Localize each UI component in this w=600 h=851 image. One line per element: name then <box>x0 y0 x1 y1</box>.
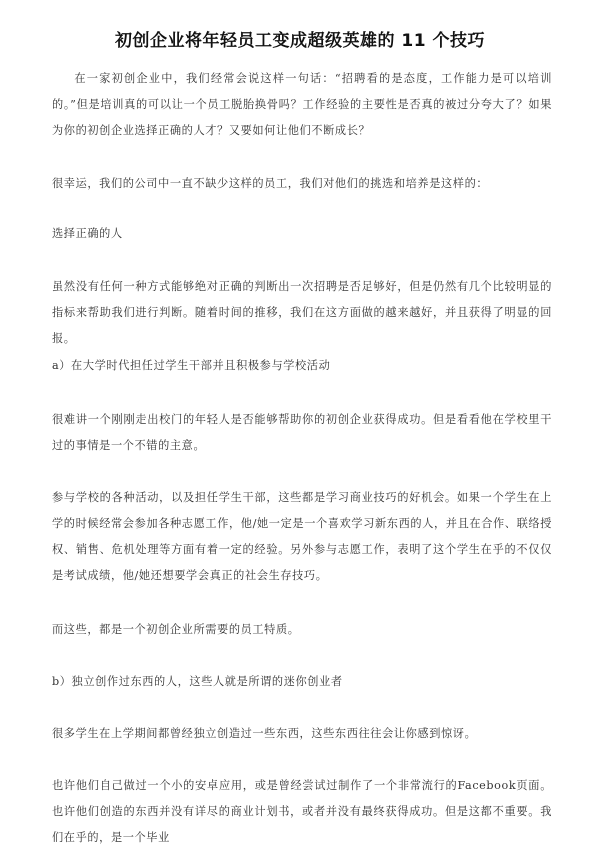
subheading-b-mini-entrepreneur: b）独立创作过东西的人，这些人就是所谓的迷你创业者 <box>52 675 343 688</box>
paragraph-students-created: 很多学生在上学期间都曾经独立创造过一些东西，这些东西往往会让你感到惊讶。 <box>52 727 477 740</box>
paragraph-hard-to-tell: 很难讲一个刚刚走出校门的年轻人是否能够帮助你的初创企业获得成功。但是看看他在学校里干过的事情是一个不错的主意。 <box>52 413 552 452</box>
paragraph-android-app: 也许他们自己做过一个小的安卓应用，或是曾经尝试过制作了一个非常流行的Facebook页面。也许他们创造的东西并没有详尽的商业计划书，或者并没有最终获得成功。但是这都不重要。我们在乎的，是一个毕业 <box>52 779 552 844</box>
subheading-a-student-leader: a）在大学时代担任过学生干部并且积极参与学校活动 <box>52 359 331 372</box>
document-title: 初创企业将年轻员工变成超级英雄的 11 个技巧 <box>115 31 485 51</box>
section-heading-choose-people: 选择正确的人 <box>52 227 123 240</box>
paragraph-startup-traits: 而这些，都是一个初创企业所需要的员工特质。 <box>52 623 300 636</box>
paragraph-intro: 在一家初创企业中，我们经常会说这样一句话：“招聘看的是态度，工作能力是可以培训的。”但是培训真的可以让一个员工脱胎换骨吗？工作经验的主要性是否真的被过分夸大了？如果为你的初创企业选择正确的人才？又要如何让他们不断成长？ <box>52 72 552 137</box>
paragraph-fortunate: 很幸运，我们的公司中一直不缺少这样的员工，我们对他们的挑选和培养是这样的： <box>52 177 489 190</box>
paragraph-school-activities: 参与学校的各种活动，以及担任学生干部，这些都是学习商业技巧的好机会。如果一个学生在上学的时候经常会参加各种志愿工作，他/她一定是一个喜欢学习新东西的人，并且在合作、联络授权、销售、危机处理等方面有着一定的经验。另外参与志愿工作，表明了这个学生在乎的不仅仅是考试成绩，他/她还想要学会真正的社会生存技巧。 <box>52 491 552 582</box>
paragraph-indicators: 虽然没有任何一种方式能够绝对正确的判断出一次招聘是否足够好，但是仍然有几个比较明显的指标来帮助我们进行判断。随着时间的推移，我们在这方面做的越来越好，并且获得了明显的回报。 <box>52 280 552 345</box>
